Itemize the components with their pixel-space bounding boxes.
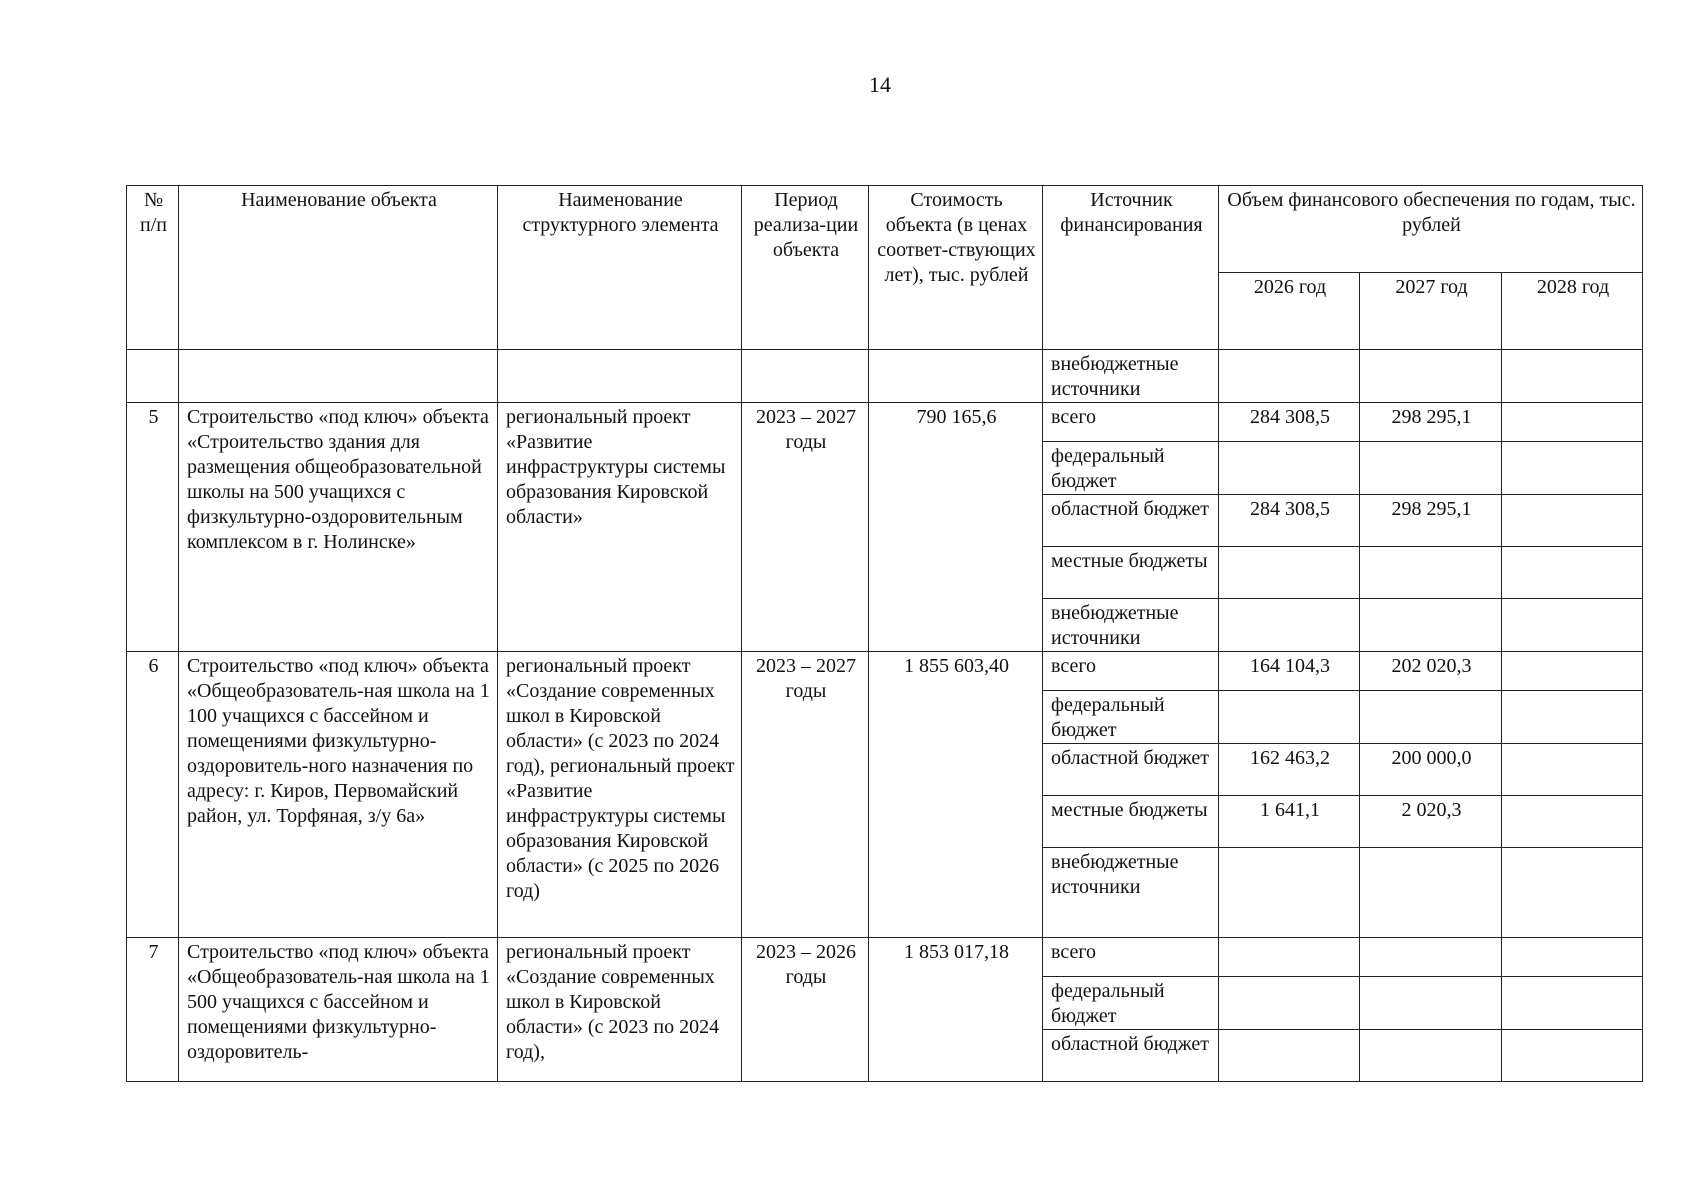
table-row: [127, 403, 1643, 442]
period: 2023 – 2026 годы: [742, 938, 869, 1082]
source-label: федеральный бюджет: [1043, 977, 1219, 1030]
period: 2023 – 2027 годы: [742, 652, 869, 938]
value-2026: 162 463,2: [1219, 744, 1360, 796]
object-name: Строительство «под ключ» объекта «Общеобразователь-ная школа на 1 500 учащихся с бассейном и помещениями физкультурно-оздоровитель-: [179, 938, 498, 1082]
table-row: [127, 652, 1643, 691]
source-label: всего: [1043, 403, 1219, 442]
object-number: 7: [127, 938, 179, 1082]
value-2027: [1360, 547, 1502, 599]
header-period: Период реализа-ции объекта: [742, 186, 869, 350]
value-2027: 298 295,1: [1360, 403, 1502, 442]
source-label: областной бюджет: [1043, 744, 1219, 796]
source-label: внебюджетные источники: [1043, 350, 1219, 403]
source-label: всего: [1043, 652, 1219, 691]
source-label: областной бюджет: [1043, 495, 1219, 547]
value-2028: [1502, 977, 1643, 1030]
header-source: Источник финансирования: [1043, 186, 1219, 350]
source-label: местные бюджеты: [1043, 796, 1219, 848]
value-2027: [1360, 691, 1502, 744]
value-2026: 1 641,1: [1219, 796, 1360, 848]
header-volume: Объем финансового обеспечения по годам, тыс. рублей: [1219, 186, 1643, 273]
source-label: областной бюджет: [1043, 1030, 1219, 1082]
source-label: местные бюджеты: [1043, 547, 1219, 599]
header-object-name: Наименование объекта: [179, 186, 498, 350]
source-label: федеральный бюджет: [1043, 442, 1219, 495]
continuation-row: [127, 350, 1643, 403]
value-2027: 200 000,0: [1360, 744, 1502, 796]
table-body: [127, 350, 1643, 1082]
value-2026: 284 308,5: [1219, 495, 1360, 547]
period: 2023 – 2027 годы: [742, 403, 869, 652]
value-2028: [1502, 938, 1643, 977]
value-2028: [1502, 691, 1643, 744]
value-2027: [1360, 938, 1502, 977]
source-label: внебюджетные источники: [1043, 848, 1219, 938]
source-label: федеральный бюджет: [1043, 691, 1219, 744]
value-2026: [1219, 977, 1360, 1030]
value-2027: 298 295,1: [1360, 495, 1502, 547]
value-2027: [1360, 350, 1502, 403]
empty-cell: [742, 350, 869, 403]
value-2027: 202 020,3: [1360, 652, 1502, 691]
value-2028: [1502, 848, 1643, 938]
table-header: [127, 186, 1643, 350]
value-2026: [1219, 848, 1360, 938]
value-2028: [1502, 547, 1643, 599]
value-2028: [1502, 403, 1643, 442]
value-2026: 284 308,5: [1219, 403, 1360, 442]
empty-cell: [498, 350, 742, 403]
structural-element: региональный проект «Создание современных школ в Кировской области» (с 2023 по 2024 год), региональный проект «Развитие инфраструктуры системы образования Кировской области» (с 2025 по 2026 год): [498, 652, 742, 938]
header-year-2028: 2028 год: [1502, 273, 1643, 350]
source-label: всего: [1043, 938, 1219, 977]
value-2028: [1502, 796, 1643, 848]
object-name: Строительство «под ключ» объекта «Строительство здания для размещения общеобразовательной школы на 500 учащихся с физкультурно-оздоровительным комплексом в г. Нолинске»: [179, 403, 498, 652]
value-2027: [1360, 442, 1502, 495]
value-2027: [1360, 848, 1502, 938]
header-num: № п/п: [127, 186, 179, 350]
value-2027: [1360, 599, 1502, 652]
object-number: 6: [127, 652, 179, 938]
value-2026: [1219, 1030, 1360, 1082]
source-label: внебюджетные источники: [1043, 599, 1219, 652]
structural-element: региональный проект «Развитие инфраструктуры системы образования Кировской области»: [498, 403, 742, 652]
cost: 790 165,6: [869, 403, 1043, 652]
value-2026: [1219, 938, 1360, 977]
header-year-2027: 2027 год: [1360, 273, 1502, 350]
value-2027: [1360, 1030, 1502, 1082]
value-2027: 2 020,3: [1360, 796, 1502, 848]
value-2028: [1502, 1030, 1643, 1082]
financing-table: [126, 185, 1643, 1082]
object-name: Строительство «под ключ» объекта «Общеобразователь-ная школа на 1 100 учащихся с бассейном и помещениями физкультурно-оздоровитель-ного назначения по адресу: г. Киров, Первомайский район, ул. Торфяная, з/у 6а»: [179, 652, 498, 938]
header-year-2026: 2026 год: [1219, 273, 1360, 350]
cost: 1 855 603,40: [869, 652, 1043, 938]
value-2028: [1502, 744, 1643, 796]
value-2026: 164 104,3: [1219, 652, 1360, 691]
header-structural-element: Наименование структурного элемента: [498, 186, 742, 350]
header-cost: Стоимость объекта (в ценах соответ-ствующих лет), тыс. рублей: [869, 186, 1043, 350]
empty-cell: [127, 350, 179, 403]
object-number: 5: [127, 403, 179, 652]
value-2026: [1219, 547, 1360, 599]
value-2026: [1219, 350, 1360, 403]
page-number: 14: [869, 72, 891, 97]
empty-cell: [869, 350, 1043, 403]
value-2026: [1219, 442, 1360, 495]
value-2028: [1502, 599, 1643, 652]
value-2028: [1502, 495, 1643, 547]
value-2027: [1360, 977, 1502, 1030]
value-2028: [1502, 652, 1643, 691]
value-2028: [1502, 442, 1643, 495]
table-row: [127, 938, 1643, 977]
value-2026: [1219, 691, 1360, 744]
value-2028: [1502, 350, 1643, 403]
value-2026: [1219, 599, 1360, 652]
empty-cell: [179, 350, 498, 403]
cost: 1 853 017,18: [869, 938, 1043, 1082]
structural-element: региональный проект «Создание современных школ в Кировской области» (с 2023 по 2024 год),: [498, 938, 742, 1082]
